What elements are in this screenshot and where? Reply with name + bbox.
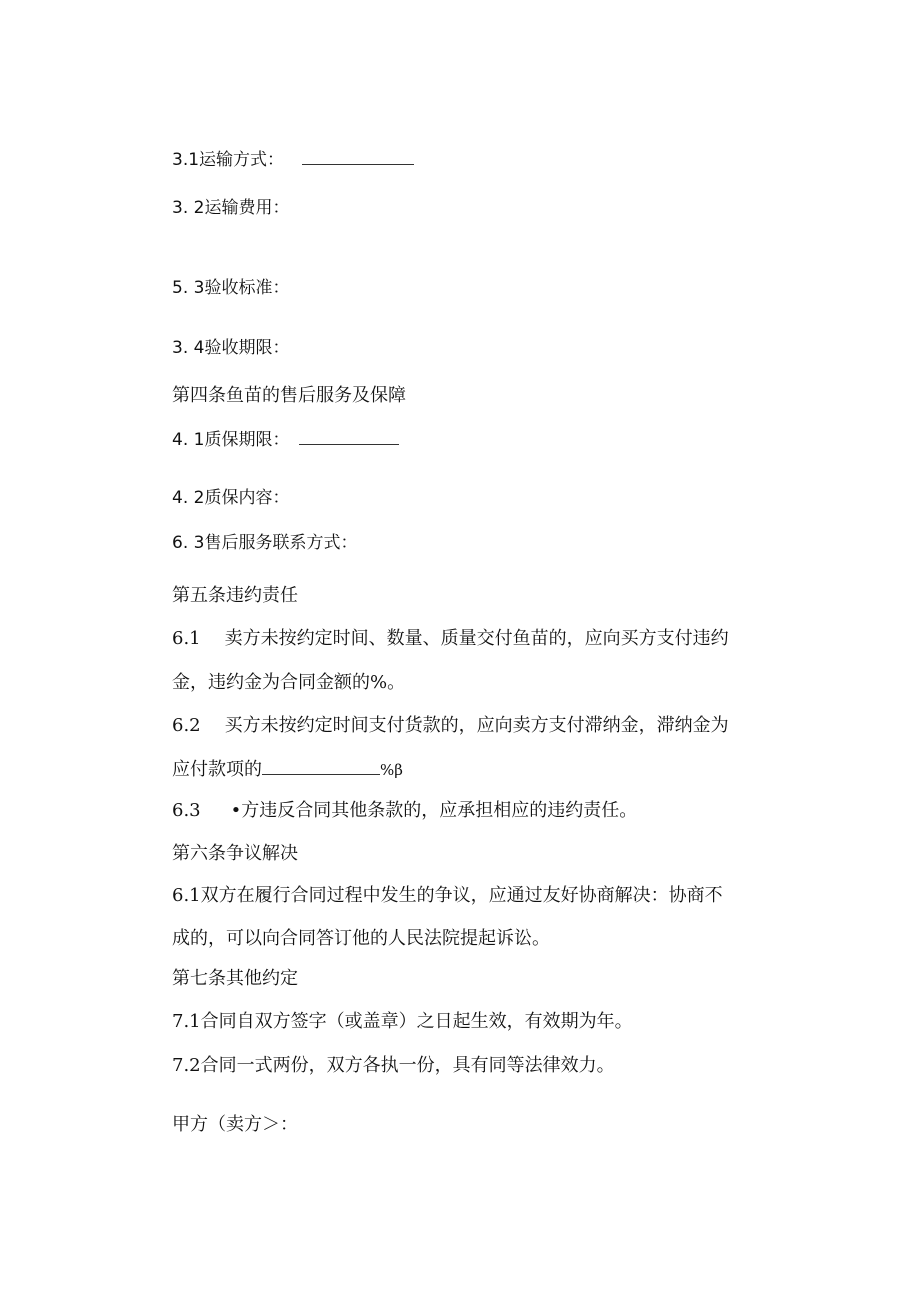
blank-fill-line [302, 150, 414, 165]
clause-5-2-line-2 [172, 760, 403, 779]
clause-warranty-period [172, 430, 399, 449]
clause-number: 6.3 [172, 800, 201, 821]
blank-fill-line [299, 430, 399, 445]
clause-warranty-content: 4. 2质保内容： [172, 488, 290, 508]
clause-service-contact: 6. 3售后服务联系方式： [172, 533, 358, 553]
article-4-title: 第四条鱼苗的售后服务及保障 [172, 385, 406, 406]
clause-5-1-line-2: 金，违约金为合同金额的%。 [172, 672, 406, 693]
clause-label: 4. 1质保期限： [172, 430, 290, 450]
clause-7-2: 7.2合同一式两份，双方各执一份，具有同等法律效力。 [172, 1055, 615, 1076]
blank-fill-line [262, 760, 380, 775]
article-5-title: 第五条违约责任 [172, 585, 298, 606]
clause-5-1-line-1 [172, 630, 729, 648]
clause-5-2-line-1 [172, 717, 729, 735]
clause-text: 卖方未按约定时间、数量、质量交付鱼苗的，应向买方支付违约 [224, 628, 729, 649]
clause-number: 6.1 [172, 628, 201, 649]
clause-transport-cost: 3. 2运输费用： [172, 198, 290, 218]
clause-transport-method [172, 150, 414, 169]
clause-acceptance-standard: 5. 3验收标准： [172, 278, 290, 298]
clause-text: •方违反合同其他条款的，应承担相应的违约责任。 [230, 800, 638, 821]
clause-5-3 [172, 802, 637, 820]
clause-7-1: 7.1合同自双方签字（或盖章）之日起生效，有效期为年。 [172, 1011, 633, 1032]
clause-number: 6.2 [172, 715, 201, 736]
clause-acceptance-period: 3. 4验收期限： [172, 338, 290, 358]
clause-6-1-line-1: 6.1双方在履行合同过程中发生的争议，应通过友好协商解决：协商不 [172, 885, 723, 906]
clause-label: 3.1运输方式： [172, 150, 285, 170]
clause-suffix: %β [380, 761, 403, 779]
clause-6-1-line-2: 成的，可以向合同答订他的人民法院提起诉讼。 [172, 928, 550, 949]
article-7-title: 第七条其他约定 [172, 968, 298, 989]
signature-party-a: 甲方（卖方＞： [172, 1114, 298, 1135]
clause-text: 买方未按约定时间支付货款的，应向卖方支付滞纳金，滞纳金为 [224, 715, 729, 736]
article-6-title: 第六条争议解决 [172, 843, 298, 864]
clause-text: 应付款项的 [172, 759, 262, 780]
